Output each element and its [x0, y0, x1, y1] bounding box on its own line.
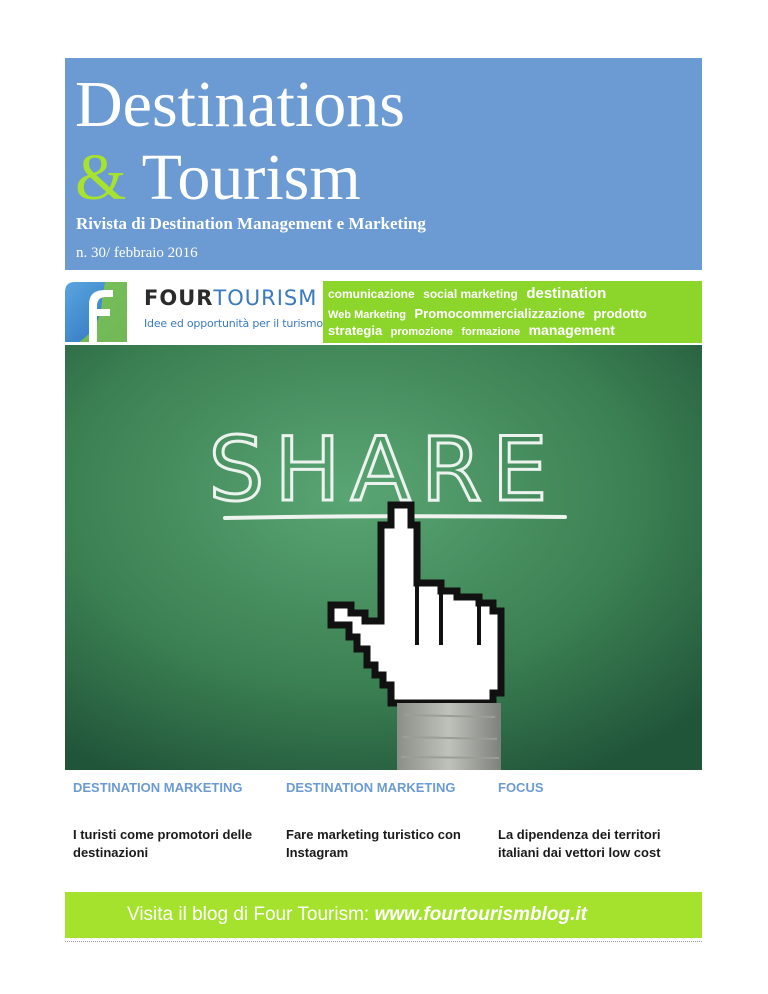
masthead: [65, 58, 702, 270]
logo-wordmark: FOURTOURISM: [144, 286, 318, 310]
tag: management: [528, 322, 615, 338]
topic-tags-box: [323, 281, 702, 343]
tag: formazione: [461, 326, 521, 338]
tag-line-3: [328, 322, 619, 340]
tag-line-1: [328, 285, 610, 303]
tag-line-2: [328, 305, 651, 323]
tag: comunicazione: [328, 287, 415, 301]
blog-link[interactable]: www.fourtourismblog.it: [374, 904, 587, 925]
tag: destination: [526, 285, 607, 302]
tag: social marketing: [423, 287, 518, 301]
magazine-title-line2: [75, 141, 361, 214]
logo-tagline: Idee ed opportunità per il turismo: [144, 317, 323, 330]
chalk-share-text: SHARE: [208, 418, 558, 521]
article-headline: Fare marketing turistico con Instagram: [286, 827, 461, 860]
banner-text: Visita il blog di Four Tourism:: [127, 904, 375, 925]
magazine-subtitle: Rivista di Destination Management e Marketing: [76, 214, 426, 233]
article-teaser[interactable]: [498, 780, 698, 860]
article-headline: La dipendenza dei territori italiani dai vettori low cost: [498, 827, 661, 860]
article-teaser[interactable]: [286, 780, 486, 860]
tag: promozione: [390, 326, 453, 338]
issue-number: n. 30/ febbraio 2016: [76, 245, 198, 261]
cover-photo: [65, 345, 702, 770]
tag: Web Marketing: [328, 309, 407, 321]
tag: Promocommercializzazione: [414, 306, 585, 321]
article-headline: I turisti come promotori delle destinazioni: [73, 827, 253, 860]
tag: prodotto: [593, 306, 647, 321]
fourtourism-logo: [65, 280, 321, 344]
blog-banner: [65, 892, 702, 938]
article-category: DESTINATION MARKETING: [73, 780, 243, 795]
dotted-divider: [65, 941, 702, 942]
tag: strategia: [328, 323, 383, 338]
article-category: DESTINATION MARKETING: [286, 780, 456, 795]
ampersand: &: [75, 141, 127, 214]
title-word-tourism: Tourism: [141, 141, 361, 214]
article-teaser[interactable]: [73, 780, 273, 860]
fourtourism-f-icon: [65, 282, 127, 342]
magazine-title-line1: Destinations: [75, 68, 405, 141]
article-category: FOCUS: [498, 780, 544, 795]
